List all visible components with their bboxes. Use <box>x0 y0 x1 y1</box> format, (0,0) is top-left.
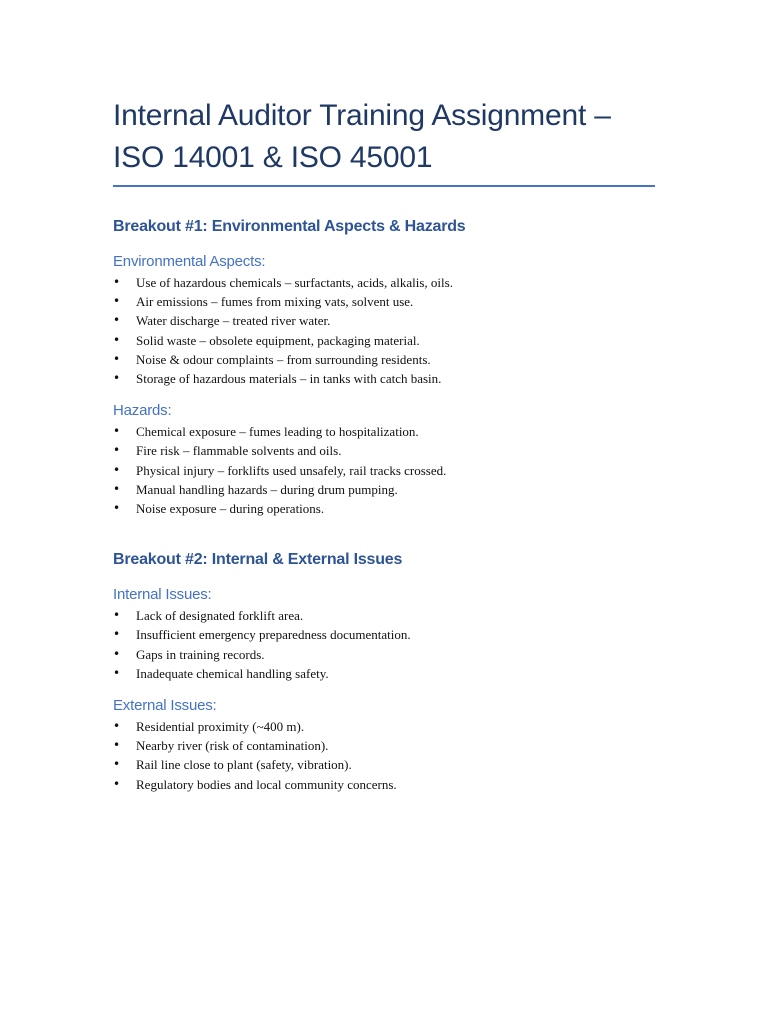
hazards-list <box>113 422 658 518</box>
subheading-environmental-aspects: Environmental Aspects: <box>113 253 266 270</box>
list-item: • Insufficient emergency preparedness documentation. <box>113 625 658 644</box>
bullet-icon: • <box>113 738 121 753</box>
bullet-icon: • <box>113 424 121 439</box>
list-item: • Solid waste – obsolete equipment, packaging material. <box>113 331 658 350</box>
list-item: • Regulatory bodies and local community concerns. <box>113 775 658 794</box>
bullet-icon: • <box>113 313 121 328</box>
bullet-icon: • <box>113 719 121 734</box>
section-heading-breakout-2: Breakout #2: Internal & External Issues <box>113 551 403 569</box>
list-item: • Chemical exposure – fumes leading to hospitalization. <box>113 422 658 441</box>
bullet-icon: • <box>113 646 121 661</box>
list-item: • Inadequate chemical handling safety. <box>113 664 658 683</box>
bullet-icon: • <box>113 757 121 772</box>
internal-issues-list <box>113 606 658 683</box>
list-item: • Gaps in training records. <box>113 645 658 664</box>
bullet-icon: • <box>113 608 121 623</box>
bullet-icon: • <box>113 462 121 477</box>
subheading-internal-issues: Internal Issues: <box>113 586 212 604</box>
bullet-icon: • <box>113 665 121 680</box>
document-page <box>113 95 658 794</box>
list-item: • Air emissions – fumes from mixing vats, solvent use. <box>113 292 658 311</box>
list-item: • Storage of hazardous materials – in tanks with catch basin. <box>113 369 658 388</box>
bullet-icon: • <box>113 627 121 642</box>
list-item: • Physical injury – forklifts used unsafely, rail tracks crossed. <box>113 461 658 480</box>
list-item: • Rail line close to plant (safety, vibration). <box>113 755 658 774</box>
list-item: • Use of hazardous chemicals – surfactants, acids, alkalis, oils. <box>113 273 658 292</box>
subheading-hazards: Hazards: <box>113 402 172 420</box>
bullet-icon: • <box>113 275 121 289</box>
list-item: • Noise & odour complaints – from surrounding residents. <box>113 350 658 369</box>
section-heading-breakout-1: Breakout #1: Environmental Aspects & Hazards <box>113 218 466 235</box>
list-item: • Lack of designated forklift area. <box>113 606 658 625</box>
list-item: • Noise exposure – during operations. <box>113 499 658 518</box>
bullet-icon: • <box>113 443 121 458</box>
document-title: Internal Auditor Training Assignment – ISO 14001 & ISO 45001 <box>113 99 611 174</box>
external-issues-list <box>113 717 658 794</box>
bullet-icon: • <box>113 481 121 496</box>
bullet-icon: • <box>113 776 121 791</box>
subheading-external-issues: External Issues: <box>113 697 217 715</box>
list-item: • Water discharge – treated river water. <box>113 311 658 330</box>
bullet-icon: • <box>113 351 121 366</box>
environmental-aspects-list <box>113 273 658 388</box>
bullet-icon: • <box>113 371 121 386</box>
title-underline <box>113 185 655 187</box>
bullet-icon: • <box>113 501 121 516</box>
bullet-icon: • <box>113 332 121 347</box>
list-item: • Fire risk – flammable solvents and oils. <box>113 441 658 460</box>
list-item: • Nearby river (risk of contamination). <box>113 736 658 755</box>
list-item: • Residential proximity (~400 m). <box>113 717 658 736</box>
bullet-icon: • <box>113 294 121 309</box>
list-item: • Manual handling hazards – during drum pumping. <box>113 480 658 499</box>
